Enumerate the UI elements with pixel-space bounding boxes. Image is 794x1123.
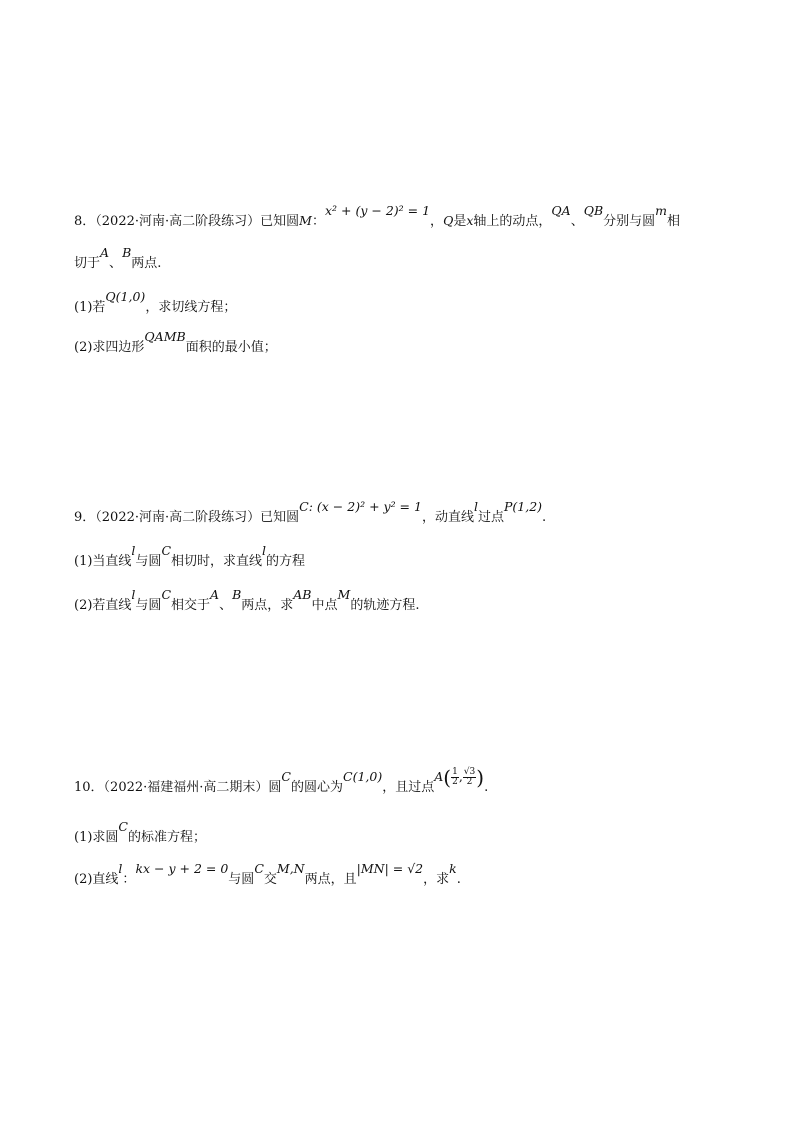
q10-point-A	[434, 765, 485, 790]
q9-text: 两点，求	[241, 598, 294, 613]
q9-circle-equation: C: (x − 2)² + y² = 1	[299, 499, 422, 514]
q10-text: 的圆心为	[291, 780, 344, 795]
q9-math-C: C	[161, 543, 172, 558]
q8-text: 、	[109, 256, 123, 271]
q8-source: （2022·河南·高二阶段练习）	[95, 214, 261, 229]
q9-math-l: l	[262, 543, 267, 558]
q10-math-A: A	[434, 769, 444, 784]
q8-text: ：	[311, 214, 325, 229]
q8-text: 相	[667, 214, 681, 229]
q10-math-center: C(1,0)	[343, 769, 383, 784]
q9-text: 中点	[311, 598, 338, 613]
q9-text: 已知圆	[260, 510, 300, 525]
q9-number: 9．	[74, 510, 96, 525]
q9-math-l: l	[473, 499, 478, 514]
q10-text: 的标准方程；	[128, 830, 207, 845]
q10-text: .	[456, 872, 461, 887]
q8-text: 是	[453, 214, 467, 229]
q10-paren: (	[443, 765, 452, 790]
q10-text: 与圆	[228, 872, 255, 887]
q10-math-C: C	[281, 769, 291, 784]
q8-text: 、	[570, 214, 584, 229]
q8-math-B: B	[122, 245, 132, 260]
q9-text: (1)当直线	[74, 554, 132, 569]
q10-text: 圆	[268, 780, 282, 795]
q8-math-x: x	[466, 213, 474, 228]
q10-text: ：	[122, 872, 136, 887]
q10-part1	[74, 819, 207, 847]
q8-part2	[74, 329, 277, 357]
q10-paren: )	[476, 765, 485, 790]
q8-number: 8．	[74, 214, 96, 229]
q8-text: 切于	[74, 256, 101, 271]
q9-text: ，动直线	[421, 510, 474, 525]
q8-math-A: A	[100, 245, 110, 260]
q10-math-C: C	[118, 819, 128, 834]
q9-line1	[74, 499, 547, 527]
q8-math-QB: QB	[583, 203, 604, 218]
q9-text: (2)若直线	[74, 598, 132, 613]
q9-text: .	[542, 510, 547, 525]
q9-text: 与圆	[135, 554, 162, 569]
q10-frac-sqrt3	[463, 768, 476, 787]
q8-text: 两点.	[131, 256, 162, 271]
q9-math-B: B	[232, 587, 242, 602]
q10-number: 10．	[74, 780, 104, 795]
q8-line2	[74, 245, 162, 273]
q10-part2	[74, 861, 461, 889]
q9-math-l: l	[131, 587, 136, 602]
q8-math-QAMB: QAMB	[144, 329, 186, 344]
q10-line1	[74, 765, 489, 797]
q9-source: （2022·河南·高二阶段练习）	[95, 510, 261, 525]
q10-frac-half	[451, 768, 459, 787]
q8-math-Q: Q	[443, 213, 454, 228]
q10-math-condition: |MN| = √2	[356, 861, 424, 876]
frac-num: 1	[452, 767, 458, 777]
q9-math-P: P(1,2)	[504, 499, 543, 514]
q10-text: (2)直线	[74, 872, 119, 887]
q8-math-m: m	[655, 203, 668, 218]
q8-text: ，	[430, 214, 444, 229]
q9-math-AB: AB	[293, 587, 312, 602]
q9-text: 过点	[477, 510, 504, 525]
q9-text: 与圆	[135, 598, 162, 613]
q10-text: ，且过点	[382, 780, 435, 795]
q9-math-M: M	[337, 587, 351, 602]
q8-math-QA: QA	[551, 203, 571, 218]
q9-part1	[74, 543, 306, 571]
q9-text: 相切时，求直线	[171, 554, 263, 569]
q9-math-C: C	[161, 587, 172, 602]
q8-line1	[74, 203, 681, 231]
q10-comma: ,	[458, 769, 463, 784]
q9-text: 、	[219, 598, 233, 613]
q9-part2	[74, 587, 420, 615]
q10-text: .	[484, 780, 489, 795]
q10-text: 交	[263, 872, 277, 887]
q9-text: 的方程	[266, 554, 306, 569]
q8-circle-equation: x² + (y − 2)² = 1	[324, 203, 431, 218]
q8-text: ，求切线方程；	[145, 300, 237, 315]
q10-math-k: k	[449, 861, 457, 876]
q10-text: ，求	[423, 872, 450, 887]
q10-text: (1)求圆	[74, 830, 119, 845]
q8-text: 面积的最小值；	[185, 340, 277, 355]
q8-part1	[74, 289, 237, 317]
q9-text: 相交于	[171, 598, 211, 613]
q9-text: 的轨迹方程.	[350, 598, 420, 613]
q10-text: 两点，且	[304, 872, 357, 887]
frac-den: 2	[452, 777, 458, 787]
q9-math-A: A	[210, 587, 220, 602]
q10-math-line-equation: kx − y + 2 = 0	[135, 861, 229, 876]
q8-text: (2)求四边形	[74, 340, 145, 355]
q8-math-M: M	[299, 213, 312, 228]
frac-num: √3	[463, 767, 476, 777]
q10-math-C: C	[254, 861, 264, 876]
q8-text: 轴上的动点，	[473, 214, 552, 229]
q8-math-Q10: Q(1,0)	[105, 289, 146, 304]
q10-math-l: l	[118, 861, 123, 876]
frac-den: 2	[466, 777, 473, 787]
q8-text: 分别与圆	[603, 214, 656, 229]
q8-text: (1)若	[74, 300, 106, 315]
q9-math-l: l	[131, 543, 136, 558]
q8-text: 已知圆	[260, 214, 300, 229]
q10-math-MN: M,N	[276, 861, 305, 876]
q10-source: （2022·福建福州·高二期末）	[103, 780, 269, 795]
